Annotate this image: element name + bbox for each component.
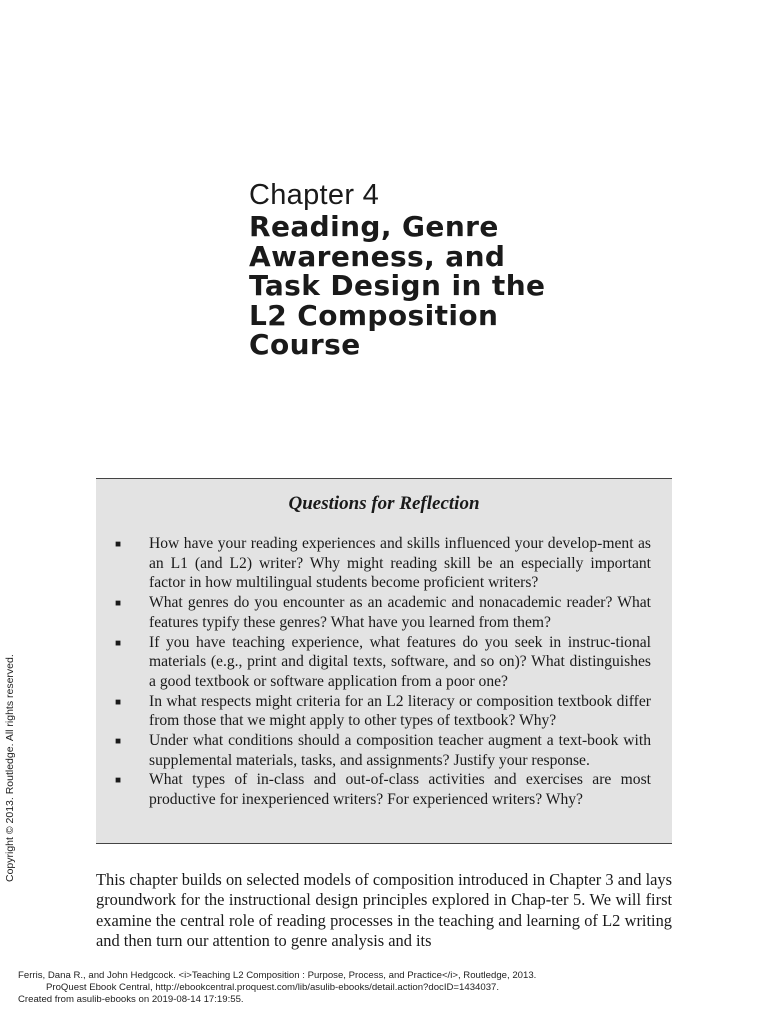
- chapter-label: Chapter 4: [249, 179, 380, 211]
- reflection-question: [115, 770, 651, 809]
- copyright-note: Copyright © 2013. Routledge. All rights reserved.: [4, 654, 16, 882]
- chapter-title-line: Task Design in the: [249, 269, 546, 302]
- footer-source-link[interactable]: ProQuest Ebook Central, http://ebookcentral.proquest.com/lib/asulib-ebooks/detail.action?docID=1434037.: [46, 982, 500, 994]
- reflection-question: [115, 692, 651, 731]
- square-bullet-icon: ■: [115, 775, 122, 787]
- square-bullet-icon: ■: [115, 736, 122, 748]
- reflection-question: [115, 593, 651, 632]
- reflection-box: [96, 478, 672, 844]
- reflection-question: [115, 633, 651, 692]
- reflection-heading: Questions for Reflection: [288, 493, 480, 514]
- chapter-title-line: Awareness, and: [249, 239, 506, 273]
- square-bullet-icon: ■: [115, 696, 122, 708]
- chapter-title-line: Course: [249, 328, 361, 361]
- reflection-question: [115, 534, 651, 593]
- reflection-question-list: [115, 534, 651, 810]
- square-bullet-icon: ■: [115, 637, 122, 649]
- question-text: What genres do you encounter as an academic and nonacademic reader? What features typify these genres? What have you learned from them?: [149, 594, 651, 631]
- question-text: Under what conditions should a composition teacher augment a text-book with supplemental materials, tasks, and assignments? Justify your response.: [149, 732, 651, 769]
- footer: [18, 970, 758, 1007]
- question-text: What types of in-class and out-of-class activities and exercises are most productive for inexperienced writers? For experienced writers? Why?: [149, 771, 651, 809]
- chapter-header: [249, 178, 729, 360]
- chapter-title-line: Reading, Genre: [249, 210, 499, 243]
- chapter-title-line: L2 Composition: [249, 298, 499, 332]
- body-paragraph: This chapter builds on selected models of composition introduced in Chapter 3 and lays groundwork for the instructional design principles explored in Chap-ter 5. We will first examine the central role of reading processes in the teaching and learning of L2 writing and then turn our attention to genre analysis and its: [96, 870, 672, 951]
- square-bullet-icon: ■: [115, 598, 122, 610]
- square-bullet-icon: ■: [115, 539, 122, 550]
- footer-created: Created from asulib-ebooks on 2019-08-14 17:19:55.: [18, 994, 244, 1006]
- question-text: If you have teaching experience, what features do you seek in instruc-tional materials (e.g., print and digital texts, software, and so on)? What distinguishes a good textbook or software application from a poor one?: [149, 633, 651, 690]
- question-text: How have your reading experiences and skills influenced your develop-ment as an L1 (and L2) writer? Why might reading skill be an especially important factor in how multilingual students become proficient writers?: [149, 535, 651, 592]
- chapter-title: [249, 212, 729, 360]
- reflection-question: [115, 731, 651, 770]
- footer-citation: Ferris, Dana R., and John Hedgcock. <i>Teaching L2 Composition : Purpose, Process, and Practice</i>, Routledge, 2013.: [18, 970, 537, 981]
- question-text: In what respects might criteria for an L2 literacy or composition textbook differ from those that we might apply to other types of textbook? Why?: [149, 692, 651, 730]
